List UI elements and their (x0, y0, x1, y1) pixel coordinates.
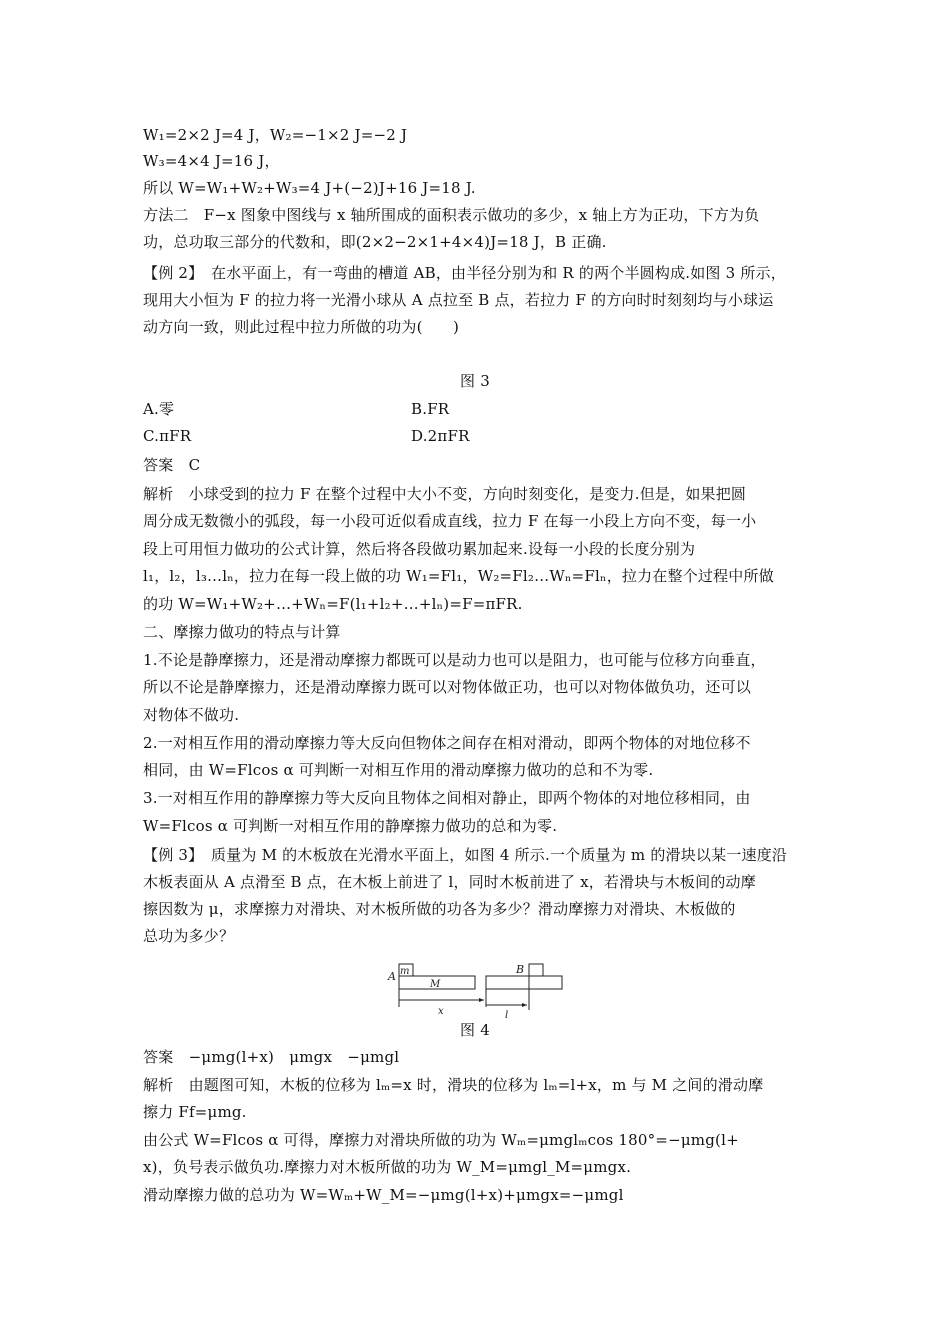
figure3-caption: 图 3 (460, 372, 490, 390)
example3-line4: 总功为多少？ (143, 927, 235, 945)
label-a: A (388, 970, 396, 983)
analysis3-line2: 擦力 Ff=μmg. (143, 1103, 247, 1121)
example3-line3: 擦因数为 μ，求摩擦力对滑块、对木板所做的功各为多少？滑动摩擦力对滑块、木板做的 (143, 900, 736, 918)
label-b: B (516, 963, 525, 976)
analysis2-line4: l₁，l₂，l₃…lₙ，拉力在每一段上做的功 W₁=Fl₁，W₂=Fl₂…Wₙ=Flₙ，拉力在整个过程中所做 (143, 567, 774, 585)
line-method2-a: 方法二 F−x 图象中图线与 x 轴所围成的面积表示做功的多少，x 轴上方为正功，下方为负 (143, 206, 760, 224)
point2-line2: 相同，由 W=Flcos α 可判断一对相互作用的滑动摩擦力做功的总和不为零. (143, 761, 654, 779)
example3-line2: 木板表面从 A 点滑至 B 点，在木板上前进了 l，同时木板前进了 x，若滑块与木板间的动摩 (143, 873, 756, 891)
option-a: A.零 (143, 400, 175, 418)
point3-line2: W=Flcos α 可判断一对相互作用的静摩擦力做功的总和为零. (143, 817, 558, 835)
analysis2-line1: 解析 小球受到的拉力 F 在整个过程中大小不变，方向时刻变化，是变力.但是，如果把圆 (143, 485, 747, 503)
figure4-caption: 图 4 (460, 1021, 490, 1039)
section-heading-friction: 二、摩擦力做功的特点与计算 (143, 623, 341, 641)
figure4-diagram (380, 958, 570, 1020)
analysis3-line4: x)，负号表示做负功.摩擦力对木板所做的功为 W_M=μmgl_M=μmgx. (143, 1158, 632, 1176)
option-c: C.πFR (143, 427, 192, 445)
example2-line3: 动方向一致，则此过程中拉力所做的功为( ) (143, 318, 460, 336)
line-total-work: 所以 W=W₁+W₂+W₃=4 J+(−2)J+16 J=18 J. (143, 179, 476, 197)
point1-line1: 1.不论是静摩擦力，还是滑动摩擦力都既可以是动力也可以是阻力，也可能与位移方向垂直， (143, 651, 766, 669)
point1-line3: 对物体不做功. (143, 706, 240, 724)
analysis3-line1: 解析 由题图可知，木板的位移为 lₘ=x 时，滑块的位移为 lₘ=l+x，m 与 M 之间的滑动摩 (143, 1076, 764, 1094)
point1-line2: 所以不论是静摩擦力，还是滑动摩擦力既可以对物体做正功，也可以对物体做负功，还可以 (143, 678, 752, 696)
answer-example3: 答案 −μmg(l+x) μmgx −μmgl (143, 1048, 400, 1066)
label-big-m: M (430, 979, 441, 990)
answer-example2: 答案 C (143, 456, 201, 474)
line-w3: W₃=4×4 J=16 J， (143, 152, 280, 170)
board-end (486, 976, 562, 989)
example2-line1: 【例 2】 在水平面上，有一弯曲的槽道 AB，由半径分别为和 R 的两个半圆构成.如图 3 所示， (143, 264, 786, 282)
example2-line2: 现用大小恒为 F 的拉力将一光滑小球从 A 点拉至 B 点，若拉力 F 的方向时时刻刻均与小球运 (143, 291, 774, 309)
label-l: l (505, 1010, 509, 1020)
option-b: B.FR (411, 400, 450, 418)
line-method2-b: 功，总功取三部分的代数和，即(2×2−2×1+4×4)J=18 J，B 正确. (143, 233, 607, 251)
analysis3-line5: 滑动摩擦力做的总功为 W=Wₘ+W_M=−μmg(l+x)+μmgx=−μmgl (143, 1186, 624, 1204)
analysis3-line3: 由公式 W=Flcos α 可得，摩擦力对滑块所做的功为 Wₘ=μmglₘcos 180°=−μmg(l+ (143, 1131, 739, 1149)
analysis2-line2: 周分成无数微小的弧段，每一小段可近似看成直线，拉力 F 在每一小段上方向不变，每一小 (143, 512, 757, 530)
point3-line1: 3.一对相互作用的静摩擦力等大反向且物体之间相对静止，即两个物体的对地位移相同，由 (143, 789, 751, 807)
block-at-b (529, 964, 543, 976)
analysis2-line3: 段上可用恒力做功的公式计算，然后将各段做功累加起来.设每一小段的长度分别为 (143, 540, 696, 558)
analysis2-line5: 的功 W=W₁+W₂+…+Wₙ=F(l₁+l₂+…+lₙ)=F=πFR. (143, 595, 523, 613)
label-m: m (400, 966, 410, 977)
example3-line1: 【例 3】 质量为 M 的木板放在光滑水平面上，如图 4 所示.一个质量为 m 的滑块以某一速度沿 (143, 846, 788, 864)
line-w1-w2: W₁=2×2 J=4 J，W₂=−1×2 J=−2 J (143, 126, 408, 144)
point2-line1: 2.一对相互作用的滑动摩擦力等大反向但物体之间存在相对滑动，即两个物体的对地位移不 (143, 734, 751, 752)
option-d: D.2πFR (411, 427, 470, 445)
label-x: x (438, 1006, 444, 1017)
